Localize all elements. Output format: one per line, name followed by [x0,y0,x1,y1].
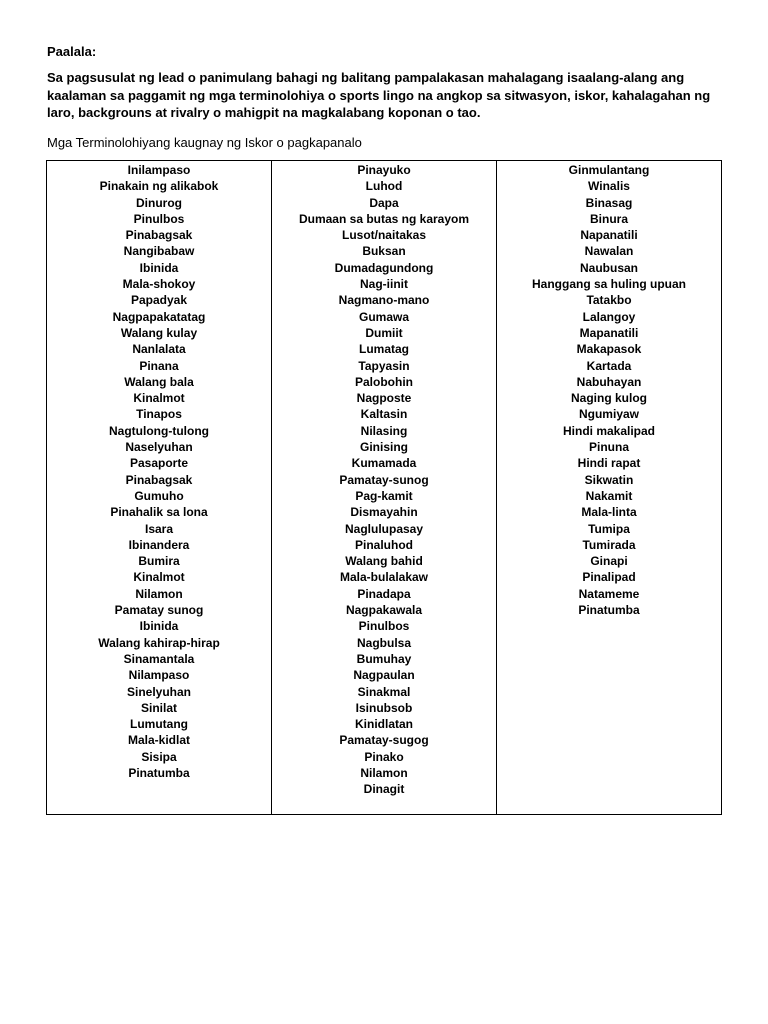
term-item: Pinaluhod [355,537,413,552]
note-body: Sa pagsusulat ng lead o panimulang bahagi ng balitang pampalakasan mahalagang isaalang-alang ang kaalaman sa paggamit ng mga terminolohiya o sports lingo na angkop sa sitwasyon, iskor, kahalagahan ng laro, backgrouns at rivalry o mahigpit na magkalabang koponan o tao. [47,70,711,120]
term-item: Lalangoy [582,309,636,324]
term-item: Tatakbo [586,293,632,308]
term-item: Kartada [586,358,632,373]
term-item: Natameme [578,586,640,601]
term-item: Nagposte [356,391,412,406]
term-item: Gumawa [358,309,409,324]
term-item: Hindi rapat [577,456,641,471]
term-item: Bumira [138,554,180,569]
term-item: Lumatag [358,342,409,357]
term-item: Ibinandera [128,537,190,552]
term-item: Pamatay sunog [114,603,204,618]
term-item: Ginapi [590,554,628,569]
term-item: Dismayahin [350,505,418,520]
term-item: Pinuna [588,440,629,455]
term-item: Nawalan [584,244,634,259]
terms-column-2 [272,161,497,814]
term-item: Sisipa [141,749,177,764]
term-item: Naubusan [579,260,638,275]
term-item: Tumirada [582,537,636,552]
term-item: Kinalmot [133,570,185,585]
term-item: Nagpakawala [345,603,423,618]
term-item: Ginising [360,440,408,455]
term-item: Pinatumba [128,765,190,780]
term-item: Pinabagsak [125,472,193,487]
term-item: Pasaporte [129,456,189,471]
term-item: Nilampaso [128,668,190,683]
term-item: Kaltasin [360,407,408,422]
term-item: Luhod [365,179,403,194]
term-item: Nanlalata [132,342,186,357]
term-item: Pag-kamit [355,488,413,503]
term-item: Nabuhayan [576,374,642,389]
term-item: Nagpaulan [353,668,415,683]
term-item: Dumadagundong [334,260,434,275]
term-item: Tinapos [136,407,182,422]
terms-list [47,162,271,781]
term-item: Gumuho [134,488,184,503]
terms-list [272,162,496,798]
term-item: Pinalipad [582,570,636,585]
term-item: Pinabagsak [125,228,193,243]
term-item: Hanggang sa huling upuan [532,277,686,292]
term-item: Kumamada [351,456,417,471]
term-item: Nagmano-mano [338,293,430,308]
term-item: Kinidlatan [354,717,413,732]
term-item: Ibinida [139,619,179,634]
term-item: Papadyak [130,293,188,308]
term-item: Lumutang [130,717,188,732]
table-caption: Mga Terminolohiyang kaugnay ng Iskor o pagkapanalo [47,135,362,150]
terms-column-1 [47,161,272,814]
term-item: Ibinida [139,260,179,275]
term-item: Mapanatili [579,325,639,340]
term-item: Naging kulog [571,391,647,406]
term-item: Mala-shokoy [122,277,196,292]
term-item: Walang kulay [120,325,198,340]
term-item: Binura [589,211,628,226]
term-item: Kinalmot [133,391,185,406]
term-item: Napanatili [580,228,638,243]
term-item: Hindi makalipad [562,423,656,438]
term-item: Mala-bulalakaw [339,570,429,585]
term-item: Pinulbos [133,211,185,226]
term-item: Mala-kidlat [127,733,190,748]
term-item: Pinatumba [578,603,640,618]
term-item: Nagtulong-tulong [109,423,209,438]
term-item: Sinilat [140,700,177,715]
term-item: Dapa [369,195,399,210]
term-item: Tumipa [588,521,630,536]
term-item: Pamatay-sunog [339,472,429,487]
term-item: Nilamon [135,586,183,601]
term-item: Dumiit [365,325,403,340]
term-item: Buksan [362,244,406,259]
term-item: Ngumiyaw [578,407,639,422]
term-item: Dinagit [363,782,405,797]
term-item: Inilampaso [127,163,191,177]
term-item: Isara [144,521,174,536]
term-item: Pinahalik sa lona [110,505,208,520]
term-item: Dumaan sa butas ng karayom [298,211,470,226]
term-item: Nag-iinit [360,277,408,292]
terms-list [497,162,721,618]
term-item: Pinakain ng alikabok [99,179,219,194]
term-item: Walang kahirap-hirap [98,635,220,650]
term-item: Sinamantala [123,651,195,666]
term-item: Nangibabaw [123,244,195,259]
term-item: Makapasok [576,342,642,357]
term-item: Sinelyuhan [126,684,191,699]
terms-table [46,160,722,815]
term-item: Naselyuhan [125,440,193,455]
term-item: Walang bahid [345,554,423,569]
term-item: Lusot/naitakas [341,228,427,243]
term-item: Pinayuko [357,163,411,177]
term-item: Bumuhay [356,651,412,666]
term-item: Ginmulantang [568,163,650,177]
term-item: Pinulbos [358,619,410,634]
term-item: Nakamit [585,488,633,503]
term-item: Mala-linta [581,505,637,520]
term-item: Walang bala [124,374,194,389]
term-item: Pamatay-sugog [339,733,429,748]
term-item: Binasag [585,195,633,210]
term-item: Nilamon [360,765,408,780]
term-item: Dinurog [136,195,182,210]
term-item: Nagpapakatatag [112,309,206,324]
term-item: Pinana [139,358,179,373]
note-label: Paalala: [47,44,97,59]
term-item: Nilasing [360,423,408,438]
term-item: Pinako [364,749,404,764]
term-item: Nagbulsa [356,635,411,650]
term-item: Naglulupasay [344,521,424,536]
term-item: Isinubsob [355,700,413,715]
term-item: Sinakmal [357,684,411,699]
term-item: Sikwatin [584,472,634,487]
term-item: Tapyasin [358,358,410,373]
term-item: Pinadapa [357,586,411,601]
term-item: Winalis [588,179,630,194]
term-item: Palobohin [355,374,413,389]
terms-column-3 [497,161,721,814]
